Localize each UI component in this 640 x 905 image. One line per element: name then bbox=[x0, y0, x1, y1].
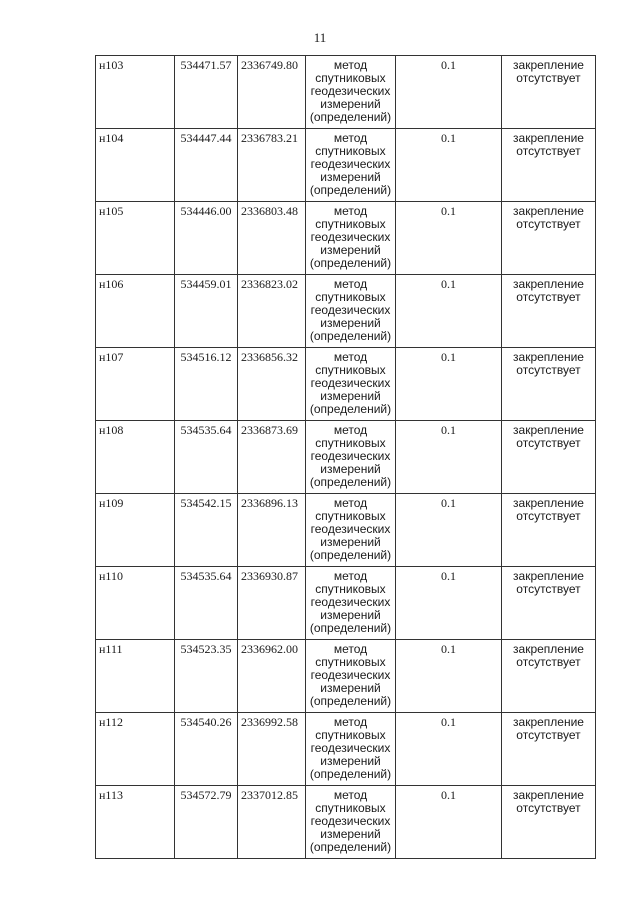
fixation-cell bbox=[502, 494, 596, 567]
method-line: (определений) bbox=[309, 183, 392, 197]
method-line: геодезических bbox=[310, 595, 391, 609]
accuracy-cell: 0.1 bbox=[396, 421, 502, 494]
fixation-line: закрепление bbox=[513, 423, 584, 437]
method-line: метод bbox=[333, 788, 368, 802]
accuracy-cell: 0.1 bbox=[396, 640, 502, 713]
fixation-line: закрепление bbox=[513, 350, 584, 364]
method-line: спутниковых bbox=[315, 217, 386, 231]
method-line: измерений bbox=[320, 608, 381, 622]
method-line: метод bbox=[333, 204, 368, 218]
fixation-line: закрепление bbox=[513, 788, 584, 802]
fixation-cell bbox=[502, 129, 596, 202]
method-line: измерений bbox=[320, 681, 381, 695]
x-coordinate-cell: 534572.79 bbox=[175, 786, 238, 859]
method-line: (определений) bbox=[309, 256, 392, 270]
y-coordinate-cell: 2336823.02 bbox=[238, 275, 306, 348]
method-line: геодезических bbox=[310, 303, 391, 317]
fixation-line: отсутствует bbox=[516, 655, 581, 669]
method-line: измерений bbox=[320, 97, 381, 111]
fixation-line: закрепление bbox=[513, 131, 584, 145]
method-line: метод bbox=[333, 350, 368, 364]
method-line: метод bbox=[333, 496, 368, 510]
method-line: метод bbox=[333, 715, 368, 729]
table-row bbox=[96, 129, 596, 202]
point-cell: н112 bbox=[96, 713, 175, 786]
fixation-line: отсутствует bbox=[516, 509, 581, 523]
point-cell: н103 bbox=[96, 56, 175, 129]
method-line: геодезических bbox=[310, 814, 391, 828]
table-row bbox=[96, 202, 596, 275]
fixation-line: отсутствует bbox=[516, 71, 581, 85]
fixation-cell bbox=[502, 421, 596, 494]
table-row bbox=[96, 494, 596, 567]
method-line: измерений bbox=[320, 754, 381, 768]
method-line: (определений) bbox=[309, 621, 392, 635]
fixation-line: закрепление bbox=[513, 496, 584, 510]
fixation-line: отсутствует bbox=[516, 801, 581, 815]
method-line: метод bbox=[333, 642, 368, 656]
method-line: геодезических bbox=[310, 668, 391, 682]
method-cell bbox=[306, 786, 396, 859]
method-line: спутниковых bbox=[315, 290, 386, 304]
method-line: измерений bbox=[320, 827, 381, 841]
table-row bbox=[96, 786, 596, 859]
method-line: измерений bbox=[320, 316, 381, 330]
accuracy-cell: 0.1 bbox=[396, 567, 502, 640]
method-line: геодезических bbox=[310, 84, 391, 98]
accuracy-cell: 0.1 bbox=[396, 713, 502, 786]
table-row bbox=[96, 713, 596, 786]
table-row bbox=[96, 56, 596, 129]
fixation-cell bbox=[502, 56, 596, 129]
method-line: измерений bbox=[320, 243, 381, 257]
accuracy-cell: 0.1 bbox=[396, 786, 502, 859]
accuracy-cell: 0.1 bbox=[396, 129, 502, 202]
x-coordinate-cell: 534540.26 bbox=[175, 713, 238, 786]
method-line: спутниковых bbox=[315, 71, 386, 85]
fixation-line: отсутствует bbox=[516, 144, 581, 158]
method-line: спутниковых bbox=[315, 655, 386, 669]
fixation-line: закрепление bbox=[513, 642, 584, 656]
y-coordinate-cell: 2336930.87 bbox=[238, 567, 306, 640]
method-cell bbox=[306, 567, 396, 640]
point-cell: н107 bbox=[96, 348, 175, 421]
method-line: метод bbox=[333, 131, 368, 145]
method-line: геодезических bbox=[310, 230, 391, 244]
point-cell: н104 bbox=[96, 129, 175, 202]
method-line: (определений) bbox=[309, 110, 392, 124]
method-line: спутниковых bbox=[315, 363, 386, 377]
method-line: измерений bbox=[320, 389, 381, 403]
method-cell bbox=[306, 640, 396, 713]
method-line: метод bbox=[333, 423, 368, 437]
method-line: геодезических bbox=[310, 376, 391, 390]
method-line: геодезических bbox=[310, 522, 391, 536]
accuracy-cell: 0.1 bbox=[396, 348, 502, 421]
fixation-line: закрепление bbox=[513, 58, 584, 72]
fixation-cell bbox=[502, 786, 596, 859]
method-line: геодезических bbox=[310, 449, 391, 463]
point-cell: н108 bbox=[96, 421, 175, 494]
fixation-line: закрепление bbox=[513, 277, 584, 291]
method-line: спутниковых bbox=[315, 436, 386, 450]
x-coordinate-cell: 534523.35 bbox=[175, 640, 238, 713]
point-cell: н109 bbox=[96, 494, 175, 567]
coordinates-table bbox=[95, 55, 596, 859]
accuracy-cell: 0.1 bbox=[396, 494, 502, 567]
y-coordinate-cell: 2336803.48 bbox=[238, 202, 306, 275]
method-line: (определений) bbox=[309, 840, 392, 854]
x-coordinate-cell: 534516.12 bbox=[175, 348, 238, 421]
point-cell: н105 bbox=[96, 202, 175, 275]
method-line: измерений bbox=[320, 462, 381, 476]
table-row bbox=[96, 275, 596, 348]
method-line: спутниковых bbox=[315, 728, 386, 742]
method-cell bbox=[306, 129, 396, 202]
method-line: спутниковых bbox=[315, 144, 386, 158]
method-line: геодезических bbox=[310, 741, 391, 755]
table-row bbox=[96, 567, 596, 640]
y-coordinate-cell: 2336783.21 bbox=[238, 129, 306, 202]
method-line: (определений) bbox=[309, 329, 392, 343]
method-line: спутниковых bbox=[315, 509, 386, 523]
fixation-cell bbox=[502, 567, 596, 640]
x-coordinate-cell: 534459.01 bbox=[175, 275, 238, 348]
x-coordinate-cell: 534471.57 bbox=[175, 56, 238, 129]
fixation-cell bbox=[502, 275, 596, 348]
fixation-line: закрепление bbox=[513, 569, 584, 583]
accuracy-cell: 0.1 bbox=[396, 202, 502, 275]
point-cell: н113 bbox=[96, 786, 175, 859]
method-line: (определений) bbox=[309, 767, 392, 781]
table-row bbox=[96, 421, 596, 494]
method-line: (определений) bbox=[309, 475, 392, 489]
y-coordinate-cell: 2336749.80 bbox=[238, 56, 306, 129]
fixation-line: закрепление bbox=[513, 715, 584, 729]
method-line: (определений) bbox=[309, 694, 392, 708]
fixation-line: отсутствует bbox=[516, 363, 581, 377]
fixation-line: закрепление bbox=[513, 204, 584, 218]
x-coordinate-cell: 534542.15 bbox=[175, 494, 238, 567]
x-coordinate-cell: 534535.64 bbox=[175, 421, 238, 494]
fixation-cell bbox=[502, 348, 596, 421]
fixation-cell bbox=[502, 202, 596, 275]
fixation-line: отсутствует bbox=[516, 436, 581, 450]
accuracy-cell: 0.1 bbox=[396, 56, 502, 129]
coordinates-table-body bbox=[96, 56, 596, 859]
method-line: геодезических bbox=[310, 157, 391, 171]
fixation-line: отсутствует bbox=[516, 217, 581, 231]
method-cell bbox=[306, 56, 396, 129]
fixation-cell bbox=[502, 640, 596, 713]
method-line: спутниковых bbox=[315, 801, 386, 815]
point-cell: н106 bbox=[96, 275, 175, 348]
method-cell bbox=[306, 713, 396, 786]
point-cell: н110 bbox=[96, 567, 175, 640]
accuracy-cell: 0.1 bbox=[396, 275, 502, 348]
point-cell: н111 bbox=[96, 640, 175, 713]
x-coordinate-cell: 534446.00 bbox=[175, 202, 238, 275]
table-row bbox=[96, 348, 596, 421]
method-cell bbox=[306, 348, 396, 421]
method-line: измерений bbox=[320, 535, 381, 549]
y-coordinate-cell: 2336873.69 bbox=[238, 421, 306, 494]
fixation-line: отсутствует bbox=[516, 728, 581, 742]
method-line: (определений) bbox=[309, 402, 392, 416]
method-line: измерений bbox=[320, 170, 381, 184]
y-coordinate-cell: 2336896.13 bbox=[238, 494, 306, 567]
x-coordinate-cell: 534535.64 bbox=[175, 567, 238, 640]
method-line: метод bbox=[333, 569, 368, 583]
fixation-line: отсутствует bbox=[516, 582, 581, 596]
page-number: 11 bbox=[313, 30, 327, 45]
y-coordinate-cell: 2336992.58 bbox=[238, 713, 306, 786]
method-cell bbox=[306, 275, 396, 348]
y-coordinate-cell: 2336962.00 bbox=[238, 640, 306, 713]
y-coordinate-cell: 2336856.32 bbox=[238, 348, 306, 421]
method-cell bbox=[306, 494, 396, 567]
method-line: метод bbox=[333, 58, 368, 72]
fixation-cell bbox=[502, 713, 596, 786]
x-coordinate-cell: 534447.44 bbox=[175, 129, 238, 202]
table-row bbox=[96, 640, 596, 713]
method-cell bbox=[306, 421, 396, 494]
method-line: метод bbox=[333, 277, 368, 291]
method-line: (определений) bbox=[309, 548, 392, 562]
y-coordinate-cell: 2337012.85 bbox=[238, 786, 306, 859]
method-line: спутниковых bbox=[315, 582, 386, 596]
fixation-line: отсутствует bbox=[516, 290, 581, 304]
method-cell bbox=[306, 202, 396, 275]
